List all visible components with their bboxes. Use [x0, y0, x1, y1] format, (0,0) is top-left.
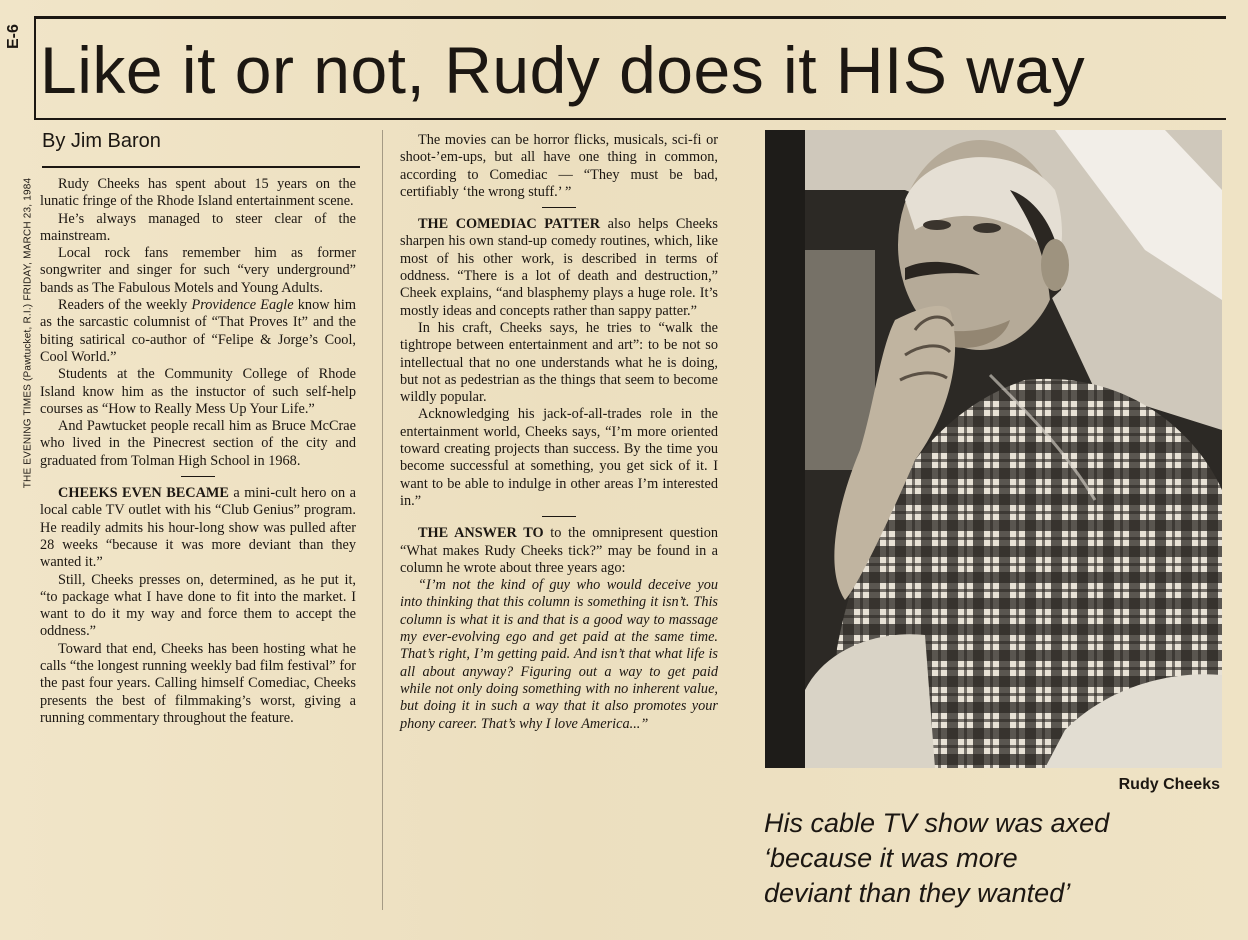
article-paragraph: And Pawtucket people recall him as Bruce McCrae who lived in the Pinecrest section of the city and graduated from Tolman High School in 1968. — [40, 418, 356, 469]
article-column-2 — [400, 132, 718, 928]
article-column-1 — [40, 176, 356, 900]
article-paragraph: Still, Cheeks presses on, determined, as he put it, “to package what I have done to fit into the market. I want to do it my way and force them to accept the oddness.” — [40, 571, 356, 640]
page-number: E-6 — [5, 24, 22, 49]
article-text: Readers of the weekly — [58, 297, 192, 314]
quoted-column-excerpt: “I’m not the kind of guy who would deceive you into thinking that this column is something it isn’t. This column is what it is and that is a good way to massage my ever-evolving ego and get paid at the same time. That’s right, I’m getting paid. And isn’t that what life is all about anyway? Figuring out a way to get paid while not only doing something with no inherent value, but doing it in such a way that it also promotes your phony career. That’s why I love America...” — [400, 577, 718, 732]
headline: Like it or not, Rudy does it HIS way — [40, 33, 1086, 107]
headline-bottom-rule — [34, 118, 1226, 120]
article-paragraph — [40, 297, 356, 366]
article-paragraph: Toward that end, Cheeks has been hosting what he calls “the longest running weekly bad film festival” for the past four years. Calling himself Comediac, Cheeks presents the best of filmmaking’s worst, giving a running commentary throughout the feature. — [40, 640, 356, 726]
article-paragraph: Acknowledging his jack-of-all-trades role in the entertainment world, Cheeks says, “I’m more oriented toward creating projects than success. By the time you become successful at something, you get sick of it. I want to be able to indulge in other areas I’m interested in.” — [400, 406, 718, 509]
article-paragraph — [400, 216, 718, 320]
section-divider — [181, 476, 215, 477]
portrait-illustration — [765, 130, 1222, 768]
article-paragraph — [40, 485, 356, 571]
portrait-photo — [765, 130, 1222, 768]
dateline — [18, 158, 38, 508]
photo-caption: Rudy Cheeks — [1118, 776, 1220, 793]
byline-rule — [42, 166, 360, 168]
publication-name: Providence Eagle — [191, 297, 294, 314]
section-lead-in: CHEEKS EVEN BECAME — [58, 485, 229, 502]
article-text: know him as the sarcastic columnist of “That Proves It” and the biting satirical co-author of “Felipe & Jorge’s Cool, Cool World.” — [40, 297, 356, 365]
pull-quote — [764, 806, 1234, 911]
top-rule — [34, 16, 1226, 19]
article-paragraph: The movies can be horror flicks, musicals, sci-fi or shoot-’em-ups, but all have one thing in common, according to Comediac — “They must be bad, certifiably ‘the wrong stuff.’ ” — [400, 132, 718, 200]
left-vertical-rule — [34, 16, 36, 120]
article-paragraph: He’s always managed to steer clear of the mainstream. — [40, 210, 356, 244]
article-paragraph: Local rock fans remember him as former songwriter and singer for such “very underground” bands as The Fabulous Motels and Young Adults. — [40, 245, 356, 296]
article-paragraph — [400, 525, 718, 577]
byline: By Jim Baron — [42, 130, 161, 152]
dateline-text: THE EVENING TIMES (Pawtucket, R.I.) FRIDAY, MARCH 23, 1984 — [22, 177, 34, 489]
article-paragraph: Rudy Cheeks has spent about 15 years on the lunatic fringe of the Rhode Island entertainment scene. — [40, 176, 356, 210]
pull-quote-line: deviant than they wanted’ — [764, 878, 1071, 908]
section-lead-in: THE ANSWER TO — [418, 525, 544, 542]
article-paragraph: Students at the Community College of Rhode Island know him as the instuctor of such self-help courses as “How to Really Mess Up Your Life.” — [40, 366, 356, 417]
pull-quote-line: His cable TV show was axed — [764, 808, 1110, 838]
pull-quote-line: ‘because it was more — [764, 843, 1018, 873]
section-lead-in: THE COMEDIAC PATTER — [418, 216, 601, 233]
article-text: to the omnipresent question “What makes Rudy Cheeks tick?” may be found in a column he wrote about three years ago: — [400, 525, 719, 576]
section-divider — [542, 516, 576, 517]
article-text: also helps Cheeks sharpen his own stand-up comedy routines, which, like most of his other work, is described in terms of oddness. “There is a lot of death and destruction,” Cheek explains, “and blasphemy plays a huge role. It’s mostly ideas and concepts rather than sappy patter.” — [400, 216, 718, 319]
section-divider — [542, 207, 576, 208]
article-text: a mini-cult hero on a local cable TV outlet with his “Club Genius” program. He readily admits his hour-long show was pulled after 28 weeks “because it was more deviant than they wanted it.” — [40, 485, 356, 571]
article-paragraph: In his craft, Cheeks says, he tries to “walk the tightrope between entertainment and art”: to be not so intellectual that no one understands what he is doing, but not as pedestrian as the things that seem to become wildly popular. — [400, 319, 718, 406]
column-divider — [382, 130, 383, 910]
